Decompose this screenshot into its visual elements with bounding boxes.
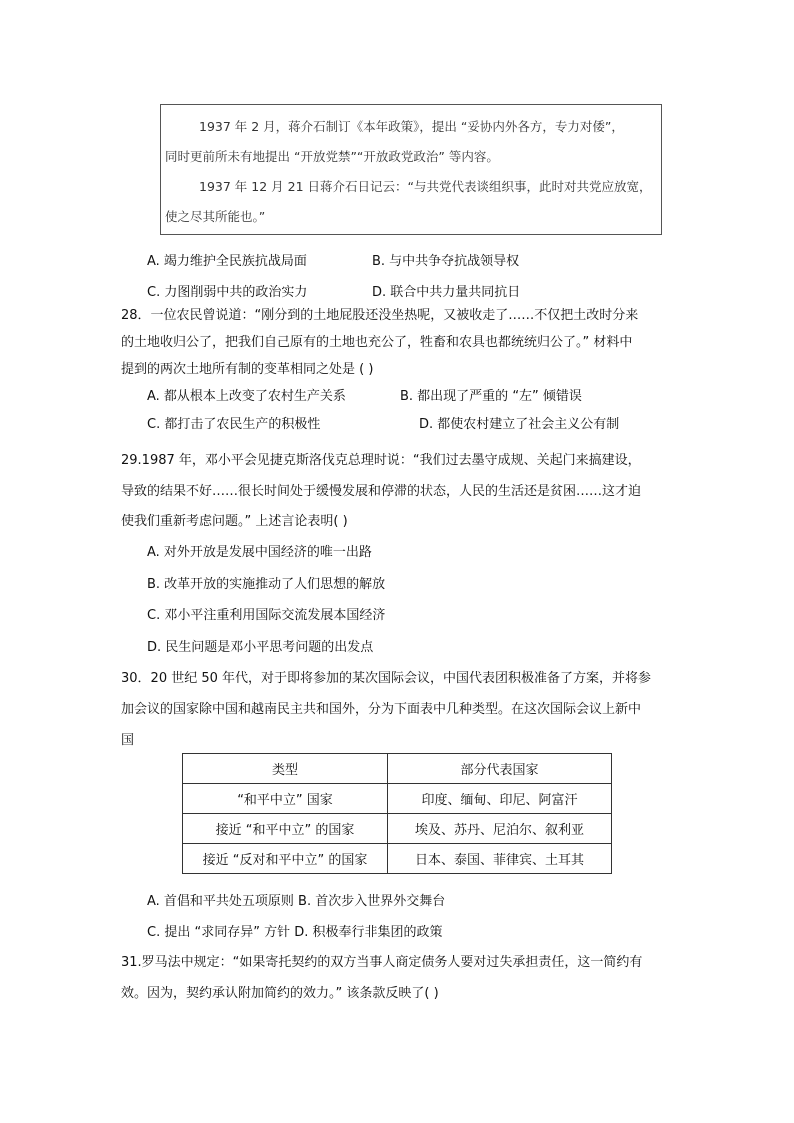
quote-line-4: 使之尽其所能也。” bbox=[165, 209, 266, 224]
q30-stem-line-2: 加会议的国家除中国和越南民主共和国外，分为下面表中几种类型。在这次国际会议上新中 bbox=[121, 702, 642, 717]
q29-option-c: C. 邓小平注重利用国际交流发展本国经济 bbox=[147, 608, 386, 623]
table-cell: 接近 “反对和平中立” 的国家 bbox=[183, 844, 388, 874]
q28-option-d: D. 都使农村建立了社会主义公有制 bbox=[419, 417, 620, 432]
quote-line-3: 1937 年 12 月 21 日蒋介石日记云：“与共党代表谈组织事，此时对共党应放宽， bbox=[199, 179, 652, 194]
q27-option-b: B. 与中共争夺抗战领导权 bbox=[372, 254, 520, 269]
q29-stem-line-1: 29.1987 年，邓小平会见捷克斯洛伐克总理时说：“我们过去墨守成规、关起门来搞建设， bbox=[121, 453, 641, 468]
q29-option-a: A. 对外开放是发展中国经济的唯一出路 bbox=[147, 545, 372, 560]
table-header-cell: 类型 bbox=[183, 754, 388, 784]
q30-stem-line-1: 30．20 世纪 50 年代，对于即将参加的某次国际会议，中国代表团积极准备了方案，并将参 bbox=[121, 671, 652, 686]
source-material-box bbox=[160, 104, 662, 235]
q28-stem-line-1: 28．一位农民曾说道：“刚分到的土地屁股还没坐热呢，又被收走了……不仅把土改时分来 bbox=[121, 308, 639, 323]
table-header-row bbox=[183, 754, 612, 784]
q28-option-b: B. 都出现了严重的 “左” 倾错误 bbox=[400, 389, 582, 404]
q27-option-a: A. 竭力维护全民族抗战局面 bbox=[147, 254, 307, 269]
q27-option-d: D. 联合中共力量共同抗日 bbox=[372, 285, 521, 300]
q28-option-a: A. 都从根本上改变了农村生产关系 bbox=[147, 389, 346, 404]
q27-option-c: C. 力图削弱中共的政治实力 bbox=[147, 285, 308, 300]
table-cell: “和平中立” 国家 bbox=[183, 784, 388, 814]
quote-line-2: 同时更前所未有地提出 “开放党禁”“开放政党政治” 等内容。 bbox=[165, 149, 499, 164]
table-row bbox=[183, 784, 612, 814]
q31-stem-line-2: 效。因为，契约承认附加简约的效力。” 该条款反映了( ) bbox=[121, 986, 439, 1001]
q30-options-ab: A. 首倡和平共处五项原则 B. 首次步入世界外交舞台 bbox=[147, 894, 446, 909]
table-header-cell: 部分代表国家 bbox=[388, 754, 612, 784]
q29-option-d: D. 民生问题是邓小平思考问题的出发点 bbox=[147, 640, 374, 655]
q28-stem-line-2: 的土地收归公了，把我们自己原有的土地也充公了，牲畜和农具也都统统归公了。” 材料中 bbox=[121, 335, 633, 350]
country-type-table bbox=[182, 753, 612, 874]
table-cell: 印度、缅甸、印尼、阿富汗 bbox=[388, 784, 612, 814]
q29-option-b: B. 改革开放的实施推动了人们思想的解放 bbox=[147, 577, 386, 592]
q30-options-cd: C. 提出 “求同存异” 方针 D. 积极奉行非集团的政策 bbox=[147, 925, 443, 940]
q29-stem-line-2: 导致的结果不好……很长时间处于缓慢发展和停滞的状态，人民的生活还是贫困……这才迫 bbox=[121, 484, 642, 499]
q31-stem-line-1: 31.罗马法中规定：“如果寄托契约的双方当事人商定债务人要对过失承担责任，这一简约有 bbox=[121, 955, 643, 970]
q28-stem-line-3: 提到的两次土地所有制的变革相同之处是 ( ) bbox=[121, 362, 374, 377]
q29-stem-line-3: 使我们重新考虑问题。” 上述言论表明( ) bbox=[121, 514, 348, 529]
q30-stem-line-3: 国 bbox=[121, 733, 135, 748]
table-row bbox=[183, 814, 612, 844]
table-row bbox=[183, 844, 612, 874]
table-cell: 埃及、苏丹、尼泊尔、叙利亚 bbox=[388, 814, 612, 844]
quote-line-1: 1937 年 2 月，蒋介石制订《本年政策》，提出 “妥协内外各方，专力对倭”， bbox=[199, 119, 624, 134]
table-cell: 日本、泰国、菲律宾、土耳其 bbox=[388, 844, 612, 874]
q28-option-c: C. 都打击了农民生产的积极性 bbox=[147, 417, 321, 432]
table-cell: 接近 “和平中立” 的国家 bbox=[183, 814, 388, 844]
